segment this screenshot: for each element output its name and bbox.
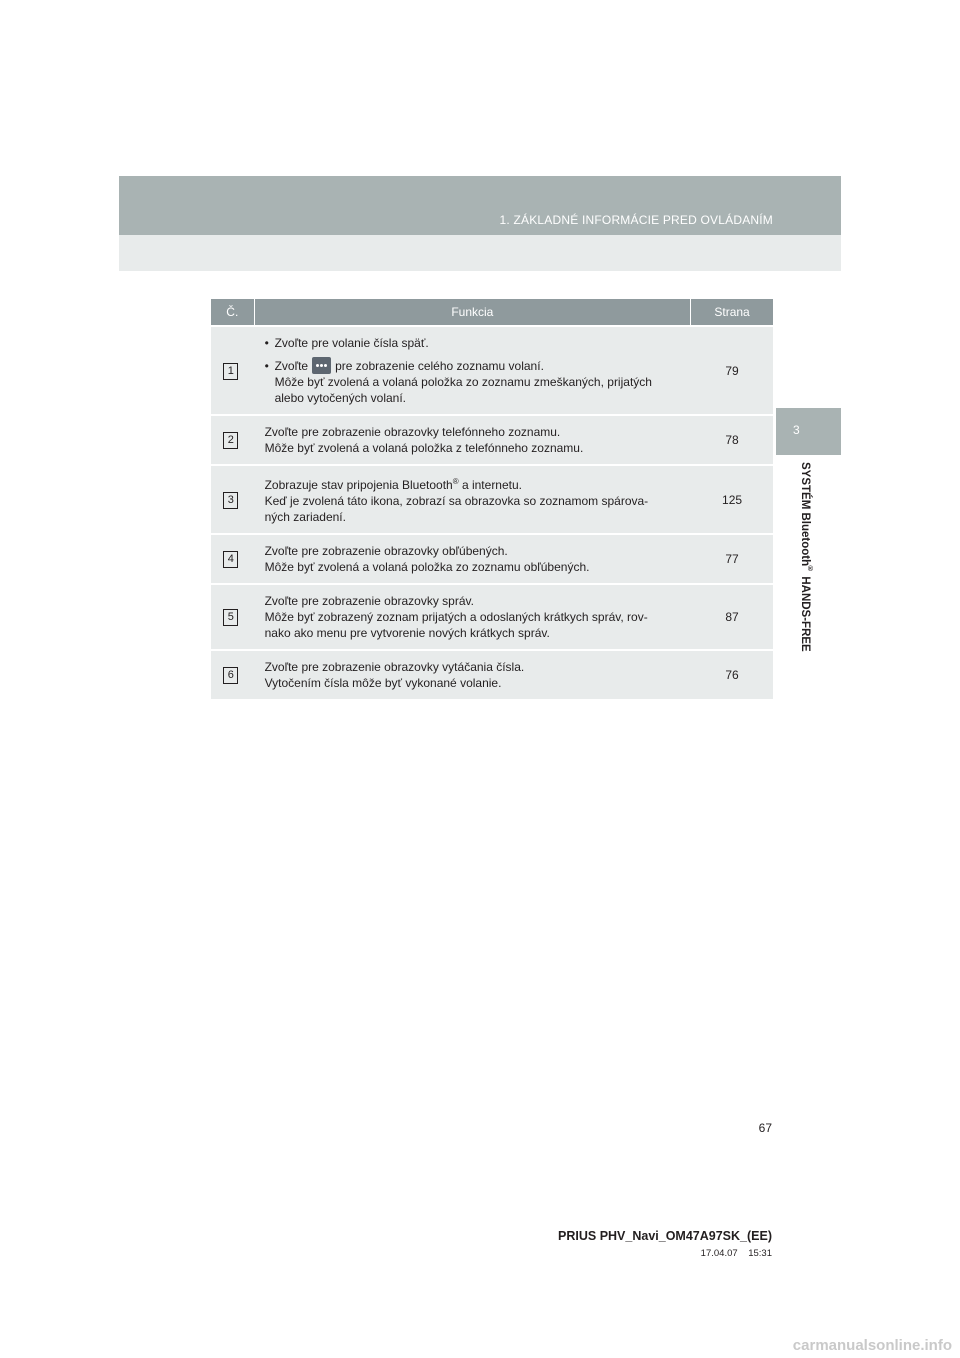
function-text: Môže byť zvolená a volaná položka zo zoznamu obľúbených. — [264, 560, 590, 574]
header-no: Č. — [211, 299, 255, 325]
function-cell — [255, 583, 692, 649]
row-number: 2 — [223, 432, 238, 449]
function-text: Môže byť zobrazený zoznam prijatých a odoslaných krátkych správ, rov- — [264, 610, 648, 624]
bullet-text: Zvoľte — [274, 359, 309, 373]
section-header — [119, 176, 841, 235]
section-title: 1. ZÁKLADNÉ INFORMÁCIE PRED OVLÁDANÍM — [499, 213, 773, 227]
bullet-text: Zvoľte pre volanie čísla späť. — [274, 336, 429, 350]
document-id: PRIUS PHV_Navi_OM47A97SK_(EE) — [558, 1229, 772, 1243]
document-date: 17.04.07 — [700, 1248, 738, 1259]
page-cell: 78 — [691, 414, 773, 464]
row-number-cell — [211, 583, 255, 649]
row-number: 5 — [223, 609, 238, 626]
page-cell: 79 — [691, 325, 773, 414]
row-number-cell — [211, 325, 255, 414]
function-cell — [255, 464, 692, 533]
table-header-row — [211, 299, 773, 325]
row-number-cell — [211, 533, 255, 583]
page-cell: 77 — [691, 533, 773, 583]
function-cell — [255, 414, 692, 464]
function-cell — [255, 325, 692, 414]
table-row — [211, 414, 773, 464]
more-options-icon — [312, 357, 331, 374]
function-text — [265, 474, 684, 493]
function-text: Môže byť zvolená a volaná položka z telefónneho zoznamu. — [264, 441, 584, 455]
table-row — [211, 464, 773, 533]
bullet-text: pre zobrazenie celého zoznamu volaní. — [335, 359, 544, 373]
table-row — [211, 583, 773, 649]
table-row — [211, 649, 773, 699]
page-cell: 76 — [691, 649, 773, 699]
function-text: Zvoľte pre zobrazenie obrazovky obľúbených. — [264, 544, 508, 558]
document-timestamp — [701, 1248, 772, 1259]
header-band — [119, 235, 841, 271]
chapter-title — [798, 462, 814, 678]
watermark: carmanualsonline.info — [792, 1337, 952, 1354]
row-number: 1 — [223, 363, 238, 380]
bullet-text: Môže byť zvolená a volaná položka zo zoznamu zmeškaných, prijatých alebo vytočených volaní. — [274, 375, 652, 405]
chapter-title-rest: HANDS-FREE — [799, 573, 812, 652]
bullet-item: • Zvoľte pre volanie čísla späť. — [264, 336, 429, 350]
chapter-tab — [776, 408, 841, 455]
row-number-cell — [211, 464, 255, 533]
function-text: Zvoľte pre zobrazenie obrazovky správ. — [264, 594, 474, 608]
page-cell: 125 — [691, 464, 773, 533]
page-number: 67 — [758, 1121, 772, 1135]
function-cell — [255, 533, 692, 583]
bullet-item: • Zvoľte pre zobrazenie celého zoznamu volaní. Môže byť zvolená a volaná položka zo zoznamu zmeškaných, prijatých alebo vytočených volaní. — [264, 359, 652, 405]
row-number-cell — [211, 649, 255, 699]
function-text: Keď je zvolená táto ikona, zobrazí sa obrazovka so zoznamom spárova- — [264, 494, 649, 508]
function-text: Zvoľte pre zobrazenie obrazovky telefónneho zoznamu. — [264, 425, 561, 439]
registered-mark: ® — [807, 566, 814, 574]
function-text: nako ako menu pre vytvorenie nových krátkych správ. — [264, 626, 550, 640]
function-cell — [255, 649, 692, 699]
chapter-title-main: SYSTÉM Bluetooth — [799, 462, 812, 567]
table-row — [211, 325, 773, 414]
table-row — [211, 533, 773, 583]
function-text: Vytočením čísla môže byť vykonané volanie. — [264, 676, 502, 690]
header-function: Funkcia — [255, 299, 692, 325]
row-number: 6 — [223, 667, 238, 684]
header-page: Strana — [691, 299, 773, 325]
row-number-cell — [211, 414, 255, 464]
function-text: Zvoľte pre zobrazenie obrazovky vytáčania čísla. — [264, 660, 525, 674]
row-number: 3 — [223, 492, 238, 509]
registered-mark: ® — [452, 477, 459, 486]
function-table — [211, 299, 773, 699]
page-cell: 87 — [691, 583, 773, 649]
chapter-number: 3 — [793, 423, 800, 437]
row-number: 4 — [223, 551, 238, 568]
function-text-part: Zobrazuje stav pripojenia Bluetooth — [264, 478, 453, 492]
function-text-part: a internetu. — [458, 478, 522, 492]
function-text: ných zariadení. — [264, 510, 346, 524]
document-time: 15:31 — [748, 1248, 772, 1259]
